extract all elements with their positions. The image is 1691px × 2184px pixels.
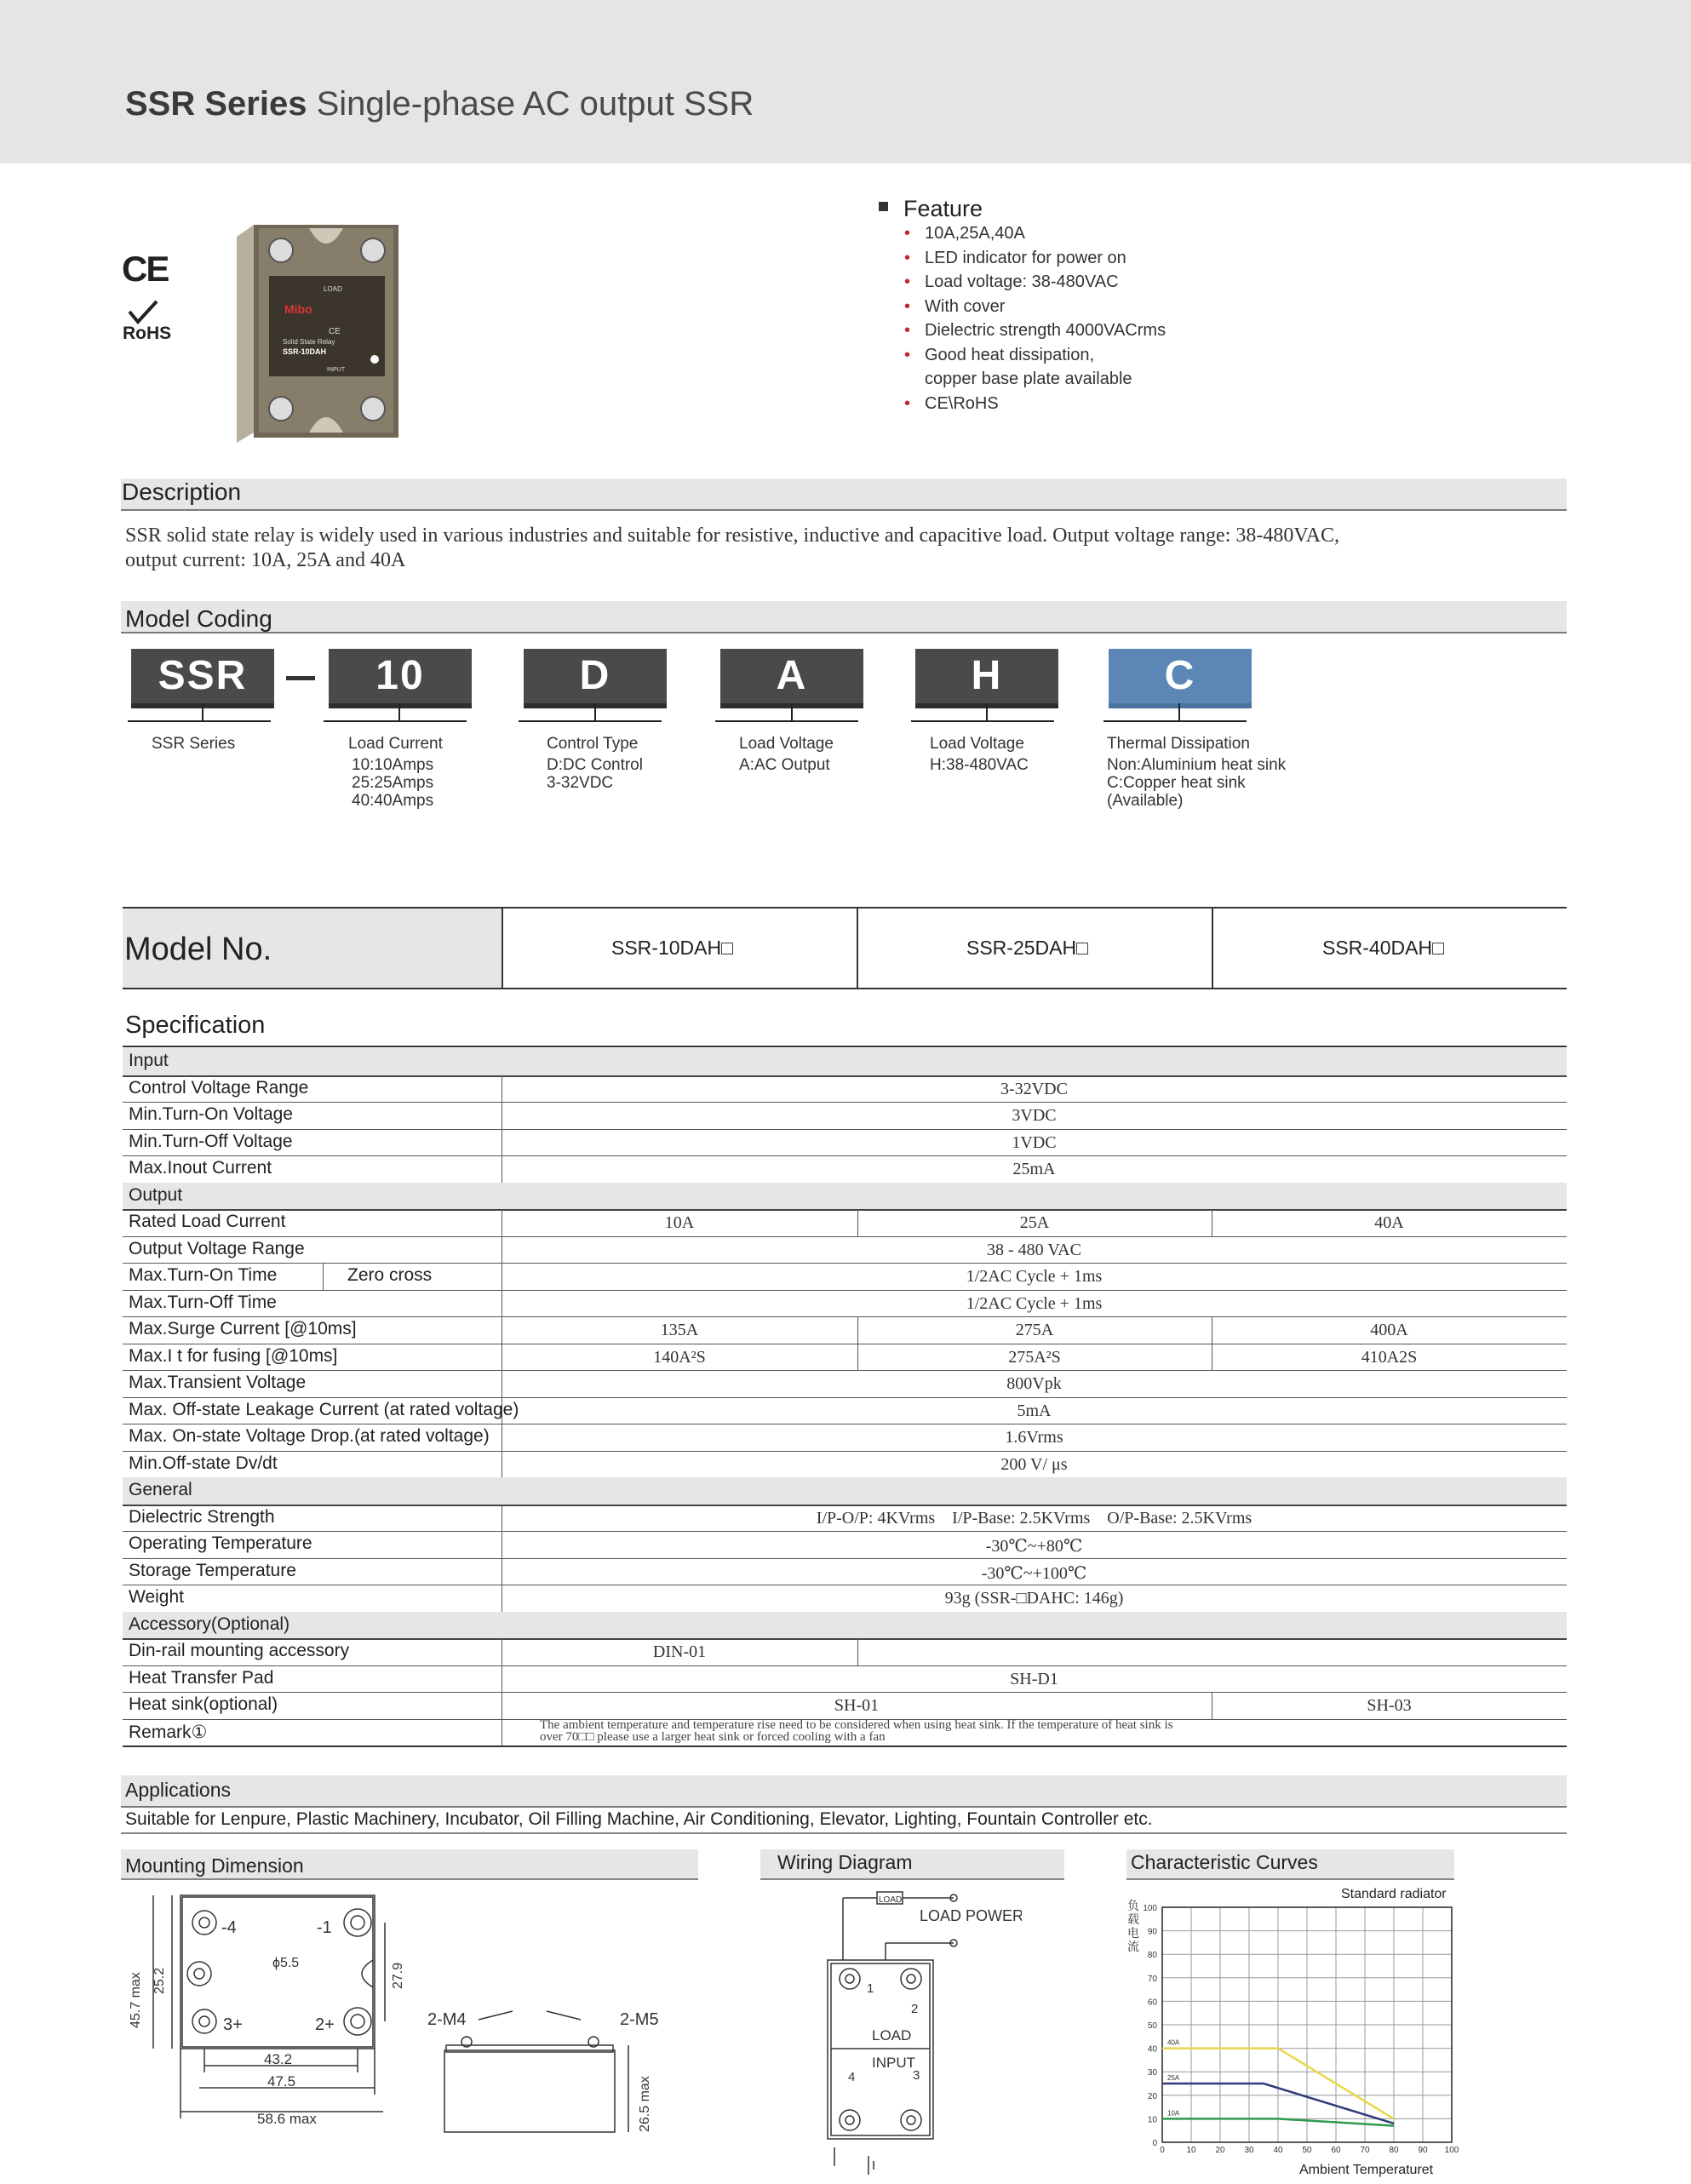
spec-row: Operating Temperature -30℃~+80℃: [123, 1531, 1567, 1559]
model-no-title: Model No.: [124, 931, 272, 967]
dim-25-2: 25.2: [152, 1967, 167, 1994]
x-tick-label: 20: [1215, 2146, 1225, 2154]
feature-item-cont: copper base plate available: [925, 370, 1132, 388]
product-input-label: INPUT: [327, 367, 345, 373]
code-box-control: D: [524, 649, 667, 708]
code-box-voltage-a: A: [720, 649, 863, 708]
page-title: SSR Series Single-phase AC output SSR: [125, 85, 754, 123]
spec-row: Max.Transient Voltage 800Vpk: [123, 1370, 1567, 1398]
dim-27-9: 27.9: [391, 1962, 405, 1989]
feature-item: • LED indicator for power on: [904, 246, 1166, 271]
wiring-n4: 4: [848, 2070, 856, 2084]
dim-58-6: 58.6 max: [257, 2111, 317, 2127]
curves-subtitle: Standard radiator: [1341, 1887, 1447, 1901]
wiring-load: LOAD: [872, 2027, 912, 2044]
product-ce: CE: [329, 327, 341, 336]
code-desc-voltage-a: Load Voltage A:AC Output: [739, 735, 834, 774]
series-label-40A: 40A: [1167, 2038, 1180, 2047]
y-tick-label: 90: [1147, 1927, 1157, 1937]
spec-row: Min.Off-state Dv/dt 200 V/ μs: [123, 1451, 1567, 1479]
product-load-label: LOAD: [324, 285, 342, 293]
wiring-title: Wiring Diagram: [777, 1851, 913, 1873]
mounting-drawing: [121, 1883, 700, 2180]
applications-title: Applications: [125, 1779, 232, 1801]
wiring-n2: 2: [911, 2002, 919, 2016]
code-desc-voltage-h: Load Voltage H:38-480VAC: [930, 735, 1029, 774]
x-tick-label: 50: [1302, 2146, 1312, 2154]
specification-title: Specification: [125, 1012, 266, 1039]
x-tick-label: 0: [1160, 2146, 1165, 2154]
description-line-1: SSR solid state relay is widely used in various industries and suitable for resistive, inductive and capacitive load. Output voltage range: 38-480VAC,: [125, 525, 1339, 547]
feature-item: • Good heat dissipation,: [904, 343, 1166, 368]
feature-item: • Load voltage: 38-480VAC: [904, 270, 1166, 295]
y-tick-label: 20: [1147, 2091, 1157, 2101]
wiring-drawing: [817, 1883, 1022, 2180]
feature-item: • CE\RoHS: [904, 392, 1166, 416]
code-box-thermal: C: [1109, 649, 1252, 708]
spec-row: Max.Inout Current 25mA: [123, 1155, 1567, 1184]
feature-item: • With cover: [904, 295, 1166, 319]
spec-row: Max.Turn-On Time Zero cross 1/2AC Cycle + 1ms: [123, 1263, 1567, 1291]
product-image: [228, 220, 407, 450]
rohs-check-icon: [128, 300, 158, 325]
curves-title: Characteristic Curves: [1131, 1851, 1318, 1873]
x-tick-label: 100: [1444, 2146, 1459, 2154]
spec-row: Max.I t for fusing [@10ms] 140A²S 275A²S 410A2S: [123, 1344, 1567, 1372]
series-label-10A: 10A: [1167, 2109, 1180, 2118]
y-tick-label: 50: [1147, 2021, 1157, 2031]
x-tick-label: 60: [1331, 2146, 1341, 2154]
code-box-ssr: SSR: [131, 649, 274, 708]
wiring-load-power: LOAD POWER: [920, 1907, 1022, 1924]
model-coding-bar: [121, 601, 1567, 633]
mounting-title: Mounting Dimension: [125, 1854, 304, 1877]
characteristic-chart: [1124, 1899, 1465, 2154]
spec-row: Output Voltage Range 38 - 480 VAC: [123, 1236, 1567, 1264]
x-tick-label: 70: [1360, 2146, 1370, 2154]
spec-row: 5mA Max. Off-state Leakage Current (at rated voltage): [123, 1397, 1567, 1425]
wiring-n3: 3: [913, 2068, 920, 2083]
x-tick-label: 30: [1244, 2146, 1254, 2154]
applications-bar: [121, 1775, 1567, 1808]
description-line-2: output current: 10A, 25A and 40A: [125, 549, 406, 571]
code-box-current: 10: [329, 649, 472, 708]
feature-item: • Dielectric strength 4000VACrms: [904, 318, 1166, 343]
description-bar: [121, 479, 1567, 511]
spec-row: Dielectric Strength I/P-O/P: 4KVrms I/P-Base: 2.5KVrms O/P-Base: 2.5KVrms: [123, 1505, 1567, 1533]
model-no-25: SSR-25DAH□: [966, 937, 1088, 959]
feature-title: Feature: [903, 196, 983, 221]
spec-section-general: General: [123, 1477, 1567, 1506]
spec-row: Rated Load Current 10A 25A 40A: [123, 1209, 1567, 1237]
model-no-10: SSR-10DAH□: [611, 937, 733, 959]
x-tick-label: 10: [1186, 2146, 1196, 2154]
y-tick-label: 60: [1147, 1998, 1157, 2008]
x-tick-label: 80: [1389, 2146, 1399, 2154]
spec-row: Heat Transfer Pad SH-D1: [123, 1665, 1567, 1694]
spec-row: 1.6Vrms Max. On-state Voltage Drop.(at rated voltage): [123, 1424, 1567, 1452]
y-tick-label: 80: [1147, 1951, 1157, 1961]
feature-square-icon: [879, 202, 888, 211]
spec-section-accessory: Accessory(Optional): [123, 1612, 1567, 1641]
feature-item: • 10A,25A,40A: [904, 221, 1166, 246]
code-dash: [286, 676, 315, 680]
dim-45-7: 45.7 max: [129, 1972, 143, 2028]
dim-26-5: 26.5 max: [638, 2076, 652, 2132]
y-tick-label: 100: [1143, 1904, 1157, 1913]
terminal-3-label: 3+: [223, 2015, 243, 2034]
code-desc-control: Control Type D:DC Control 3-32VDC: [547, 735, 643, 792]
x-tick-label: 40: [1273, 2146, 1283, 2154]
spec-row: Remark① The ambient temperature and temperature rise need to be considered when using heat sink. If the temperature of heat sink is over 70□□ please use a larger heat sink or forced cooling with a fan: [123, 1719, 1567, 1748]
description-title: Description: [122, 479, 242, 505]
wiring-input: INPUT: [872, 2055, 915, 2071]
spec-row: Min.Turn-On Voltage 3VDC: [123, 1102, 1567, 1130]
product-brand: Mibo: [284, 302, 312, 316]
y-tick-label: 70: [1147, 1974, 1157, 1984]
terminal-2-label: 2+: [315, 2015, 335, 2034]
dim-47-5: 47.5: [267, 2073, 296, 2089]
wiring-n1: 1: [867, 1981, 874, 1996]
model-no-40: SSR-40DAH□: [1322, 937, 1444, 959]
hole-dia-label: ϕ5.5: [272, 1956, 300, 1970]
y-tick-label: 40: [1147, 2044, 1157, 2055]
curves-ylabel: 负载电流: [1127, 1899, 1139, 1953]
spec-section-input: Input: [123, 1048, 1567, 1077]
x-tick-label: 90: [1418, 2146, 1428, 2154]
code-box-voltage-h: H: [915, 649, 1058, 708]
dim-43-2: 43.2: [264, 2051, 293, 2067]
spec-row: Max.Turn-Off Time 1/2AC Cycle + 1ms: [123, 1290, 1567, 1318]
rohs-mark: RoHS: [123, 324, 172, 343]
spec-row: Max.Surge Current [@10ms] 135A 275A 400A: [123, 1316, 1567, 1344]
product-model: SSR-10DAH: [283, 347, 327, 356]
feature-list: [904, 221, 1166, 416]
code-desc-current: Load Current 10:10Amps 25:25Amps 40:40Amps: [348, 735, 443, 810]
m4-label: 2-M4: [427, 2010, 467, 2029]
y-tick-label: 0: [1152, 2139, 1157, 2148]
wiring-load-box: LOAD: [879, 1895, 903, 1905]
model-no-bottom-rule: [123, 988, 1567, 989]
model-coding-title: Model Coding: [125, 605, 272, 632]
y-tick-label: 30: [1147, 2068, 1157, 2078]
spec-row: Min.Turn-Off Voltage 1VDC: [123, 1129, 1567, 1157]
applications-text: Suitable for Lenpure, Plastic Machinery, Incubator, Oil Filling Machine, Air Conditioning, Elevator, Lighting, Fountain Controller etc.: [125, 1809, 1153, 1829]
spec-section-output: Output: [123, 1183, 1567, 1212]
product-type: Solid State Relay: [283, 338, 335, 346]
spec-row: Din-rail mounting accessory DIN-01: [123, 1638, 1567, 1666]
top-band: [0, 0, 1691, 163]
ce-mark: CE: [122, 249, 169, 289]
code-desc-thermal: Thermal Dissipation Non:Aluminium heat sink C:Copper heat sink (Available): [1107, 735, 1287, 810]
code-desc-ssr: SSR Series: [152, 735, 236, 753]
spec-row: Storage Temperature -30℃~+100℃: [123, 1558, 1567, 1586]
terminal-4-label: -4: [221, 1918, 237, 1937]
series-label-25A: 25A: [1167, 2074, 1180, 2082]
curves-xlabel: Ambient Temperaturet: [1299, 2163, 1434, 2177]
spec-row: Heat sink(optional) SH-01 SH-03: [123, 1692, 1567, 1720]
y-tick-label: 10: [1147, 2115, 1157, 2125]
spec-row: Weight 93g (SSR-□DAHC: 146g): [123, 1585, 1567, 1613]
terminal-1-label: -1: [317, 1918, 332, 1937]
m5-label: 2-M5: [620, 2010, 659, 2029]
spec-row: Control Voltage Range 3-32VDC: [123, 1075, 1567, 1103]
